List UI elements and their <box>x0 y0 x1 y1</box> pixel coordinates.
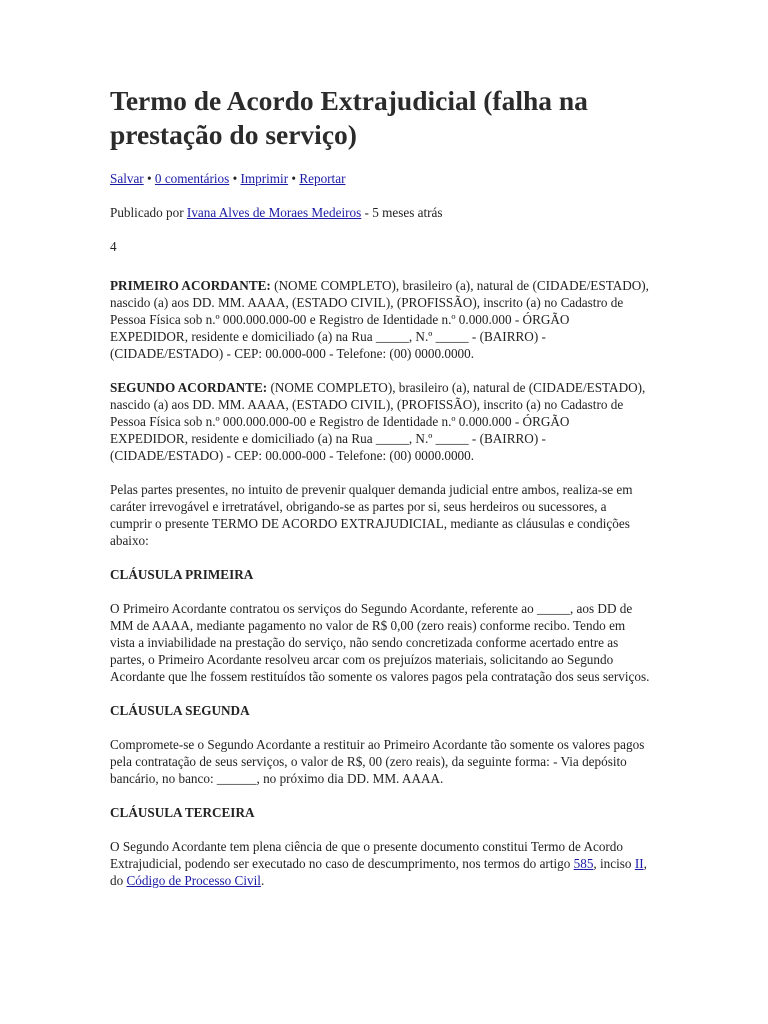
action-links <box>110 170 620 187</box>
clause2-title: CLÁUSULA SEGUNDA <box>110 703 250 718</box>
intro-paragraph: Pelas partes presentes, no intuito de prevenir qualquer demanda judicial entre ambos, realiza-se em caráter irrevogável e irretratável, obrigando-se as partes por si, seus herdeiros ou sucessores, a cumprir o presente TERMO DE ACORDO EXTRAJUDICIAL, mediante as cláusulas e condições abaixo: <box>110 482 633 548</box>
party2-text: (NOME COMPLETO), brasileiro (a), natural de (CIDADE/ESTADO), nascido (a) aos DD. MM. AAAA, (ESTADO CIVIL), (PROFISSÃO), inscrito (a) no Cadastro de Pessoa Física sob n.º 000.000.000-00 e Registro de Identidade n.º 0.000.000 - ÓRGÃO EXPEDIDOR, residente e domiciliado (a) na Rua _____, N.º _____ - (BAIRRO) - (CIDADE/ESTADO) - CEP: 00.000-000 - Telefone: (00) 0000.0000. <box>110 380 646 463</box>
report-link[interactable]: Reportar <box>299 171 346 186</box>
clause3-text-mid2: , do <box>110 856 647 888</box>
inciso-ii-link[interactable]: II <box>634 856 644 871</box>
byline <box>110 204 620 221</box>
recommend-count: 4 <box>110 239 117 254</box>
civil-code-link[interactable]: Código de Processo Civil <box>126 873 261 888</box>
print-link[interactable]: Imprimir <box>240 171 289 186</box>
clause3-text-end: . <box>260 873 265 888</box>
article-585-link[interactable]: 585 <box>573 856 594 871</box>
party1-text: (NOME COMPLETO), brasileiro (a), natural de (CIDADE/ESTADO), nascido (a) aos DD. MM. AAAA, (ESTADO CIVIL), (PROFISSÃO), inscrito (a) no Cadastro de Pessoa Física sob n.º 000.000.000-00 e Registro de Identidade n.º 0.000.000 - ÓRGÃO EXPEDIDOR, residente e domiciliado (a) na Rua _____, N.º _____ - (BAIRRO) - (CIDADE/ESTADO) - CEP: 00.000-000 - Telefone: (00) 0000.0000. <box>110 278 649 361</box>
comments-link[interactable]: 0 comentários <box>154 171 230 186</box>
separator: • <box>229 171 241 186</box>
save-link[interactable]: Salvar <box>110 171 144 186</box>
party1-label: PRIMEIRO ACORDANTE: <box>110 278 271 293</box>
page-title: Termo de Acordo Extrajudicial (falha na prestação do serviço) <box>110 85 588 150</box>
party1-paragraph <box>110 277 650 362</box>
clause2-text: Compromete-se o Segundo Acordante a restituir ao Primeiro Acordante tão somente os valores pagos pela contratação de seus serviços, o valor de R$, 00 (zero reais), da seguinte forma: - Via depósito bancário, no banco: ______, no próximo dia DD. MM. AAAA. <box>110 737 645 786</box>
author-link[interactable]: Ivana Alves de Moraes Medeiros <box>186 205 362 220</box>
clause3-paragraph <box>110 838 650 889</box>
clause3-text-before: O Segundo Acordante tem plena ciência de que o presente documento constitui Termo de Acordo Extrajudicial, podendo ser executado no caso de descumprimento, nos termos do artigo <box>110 839 623 871</box>
clause3-text-mid1: , inciso <box>593 856 635 871</box>
separator: • <box>143 171 155 186</box>
clause1-text: O Primeiro Acordante contratou os serviços do Segundo Acordante, referente ao _____, aos DD de MM de AAAA, mediante pagamento no valor de R$ 0,00 (zero reais) conforme recibo. Tendo em vista a inviabilidade na prestação do serviço, não sendo concretizada conforme acertado entre as partes, o Primeiro Acordante resolveu arcar com os prejuízos materiais, solicitando ao Segundo Acordante que lhe fossem restituídos tão somente os valores pagos pela contratação dos seus serviços. <box>110 601 650 684</box>
byline-prefix: Publicado por <box>110 205 187 220</box>
separator: • <box>288 171 300 186</box>
byline-suffix: - 5 meses atrás <box>361 205 443 220</box>
party2-label: SEGUNDO ACORDANTE: <box>110 380 268 395</box>
clause3-title: CLÁUSULA TERCEIRA <box>110 805 255 820</box>
clause1-title: CLÁUSULA PRIMEIRA <box>110 567 254 582</box>
party2-paragraph <box>110 379 650 464</box>
